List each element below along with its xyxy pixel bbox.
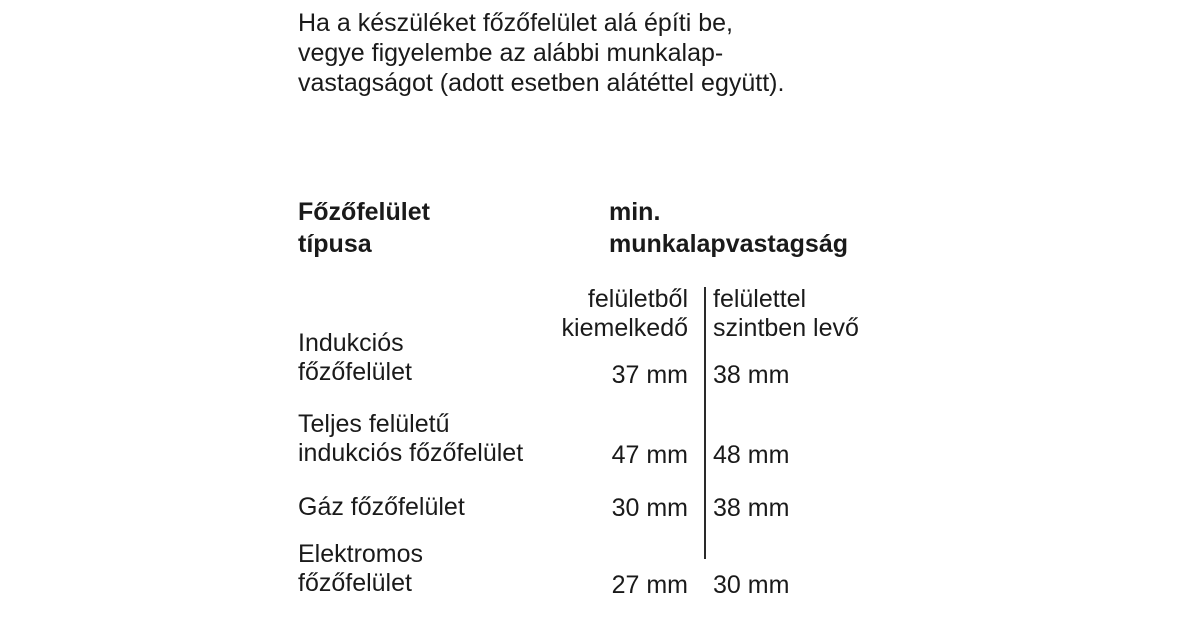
row-name-line: főzőfelület <box>298 358 412 386</box>
row-name-line: Gáz főzőfelület <box>298 493 465 521</box>
value-flush-induction: 38 mm <box>713 361 790 389</box>
row-name-line: indukciós főzőfelület <box>298 439 524 467</box>
value-raised-electric: 27 mm <box>611 571 688 599</box>
subheader-flush <box>713 285 859 343</box>
header-line: Főzőfelület <box>298 198 430 226</box>
row-name-line: főzőfelület <box>298 569 412 597</box>
row-name-gas <box>298 493 465 522</box>
value-raised-full-induction: 47 mm <box>611 441 688 469</box>
header-line: típusa <box>298 230 372 258</box>
header-min-thickness <box>609 196 848 260</box>
value-flush-full-induction: 48 mm <box>713 441 790 469</box>
intro-paragraph <box>298 8 998 98</box>
value-raised-induction: 37 mm <box>611 361 688 389</box>
intro-line: vegye figyelembe az alábbi munkalap- <box>298 39 724 67</box>
subheader-line: szintben levő <box>713 314 859 342</box>
row-name-line: Indukciós <box>298 329 404 357</box>
value-flush-gas: 38 mm <box>713 494 790 522</box>
row-name-line: Teljes felületű <box>298 410 450 438</box>
subheader-line: felülettel <box>713 285 807 313</box>
header-cooktop-type <box>298 196 430 260</box>
intro-line: vastagságot (adott esetben alátéttel együtt). <box>298 69 785 97</box>
header-line: munkalapvastagság <box>609 230 848 258</box>
value-raised-gas: 30 mm <box>611 494 688 522</box>
subheader-line: felületből <box>587 285 688 313</box>
row-name-electric <box>298 540 423 598</box>
row-name-line: Elektromos <box>298 540 424 568</box>
row-name-full-induction <box>298 410 523 468</box>
column-divider <box>704 287 706 559</box>
subheader-raised <box>562 285 688 343</box>
row-name-induction <box>298 329 412 387</box>
subheader-line: kiemelkedő <box>561 314 688 342</box>
header-line: min. <box>609 198 661 226</box>
intro-line: Ha a készüléket főzőfelület alá építi be, <box>298 9 733 37</box>
value-flush-electric: 30 mm <box>713 571 790 599</box>
